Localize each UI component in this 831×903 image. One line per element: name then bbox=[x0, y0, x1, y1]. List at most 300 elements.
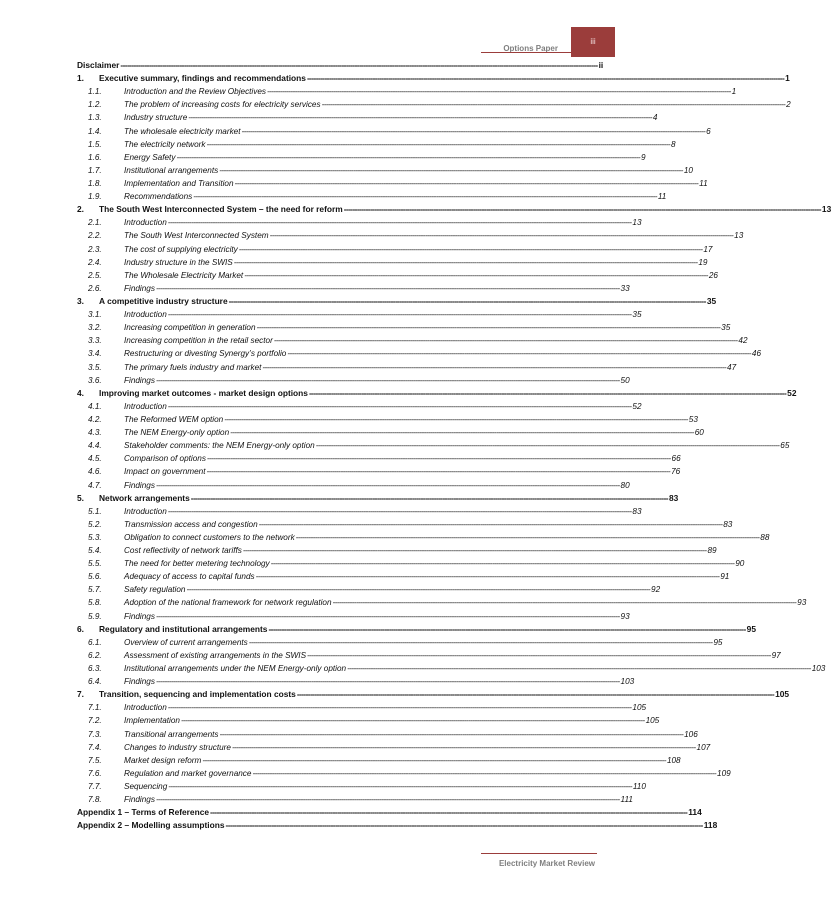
toc-dot-leader: -------------------------------------------------------------------------------------------------------------------------------------------------------------------------------------------------------------------------- bbox=[206, 467, 671, 477]
toc-entry-title: The electricity network bbox=[124, 139, 206, 149]
toc-entry-line bbox=[124, 269, 718, 282]
toc-entry-number: 5.1. bbox=[88, 506, 102, 516]
toc-dot-leader: -------------------------------------------------------------------------------------------------------------------------------------------------------------------------------------------------------------------------- bbox=[155, 480, 620, 490]
toc-dot-leader: -------------------------------------------------------------------------------------------------------------------------------------------------------------------------------------------------------------------------- bbox=[180, 716, 645, 726]
toc-entry-line bbox=[124, 636, 723, 649]
toc-dot-leader: -------------------------------------------------------------------------------------------------------------------------------------------------------------------------------------------------------------------------- bbox=[155, 283, 620, 293]
toc-entry-line bbox=[98, 387, 797, 400]
toc-entry-number: 5. bbox=[77, 492, 84, 503]
toc-entry[interactable] bbox=[77, 400, 642, 413]
toc-dot-leader: -------------------------------------------------------------------------------------------------------------------------------------------------------------------------------------------------------------------------- bbox=[228, 295, 706, 306]
toc-dot-leader: -------------------------------------------------------------------------------------------------------------------------------------------------------------------------------------------------------------------------- bbox=[210, 807, 688, 818]
toc-entry-line bbox=[124, 518, 733, 531]
toc-entry-title: Overview of current arrangements bbox=[124, 637, 248, 647]
toc-entry[interactable] bbox=[77, 361, 737, 374]
toc-entry[interactable] bbox=[77, 701, 647, 714]
toc-entry[interactable] bbox=[77, 125, 711, 138]
toc-entry-line bbox=[124, 98, 791, 111]
toc-entry-number: 1. bbox=[77, 73, 84, 84]
toc-entry-page: 95 bbox=[713, 637, 723, 647]
toc-dot-leader: -------------------------------------------------------------------------------------------------------------------------------------------------------------------------------------------------------------------------- bbox=[176, 152, 641, 162]
toc-entry[interactable] bbox=[77, 164, 693, 177]
toc-entry-title: Improving market outcomes - market design options bbox=[99, 387, 308, 398]
toc-dot-leader: -------------------------------------------------------------------------------------------------------------------------------------------------------------------------------------------------------------------------- bbox=[244, 270, 708, 280]
toc-entry-page: 35 bbox=[706, 295, 717, 306]
toc-entry-line bbox=[124, 177, 708, 190]
toc-entry-number: 7. bbox=[77, 689, 84, 700]
toc-entry-page: 105 bbox=[645, 716, 660, 726]
toc-entry-page: 103 bbox=[811, 664, 826, 674]
toc-entry[interactable] bbox=[77, 479, 630, 492]
toc-entry-number: 6.3. bbox=[88, 664, 102, 674]
toc-entry[interactable] bbox=[77, 636, 723, 649]
toc-entry-number: 2.5. bbox=[88, 270, 102, 280]
toc-entry[interactable] bbox=[77, 256, 708, 269]
toc-entry-line bbox=[124, 544, 717, 557]
toc-entry[interactable] bbox=[77, 347, 762, 360]
toc-entry-page: 97 bbox=[771, 650, 781, 660]
toc-entry[interactable] bbox=[77, 544, 717, 557]
toc-dot-leader: -------------------------------------------------------------------------------------------------------------------------------------------------------------------------------------------------------------------------- bbox=[269, 231, 734, 241]
toc-dot-leader: -------------------------------------------------------------------------------------------------------------------------------------------------------------------------------------------------------------------------- bbox=[255, 572, 720, 582]
toc-entry-line bbox=[124, 361, 737, 374]
toc-dot-leader: -------------------------------------------------------------------------------------------------------------------------------------------------------------------------------------------------------------------------- bbox=[167, 401, 632, 411]
toc-entry[interactable] bbox=[77, 688, 790, 701]
toc-entry-number: 3. bbox=[77, 295, 84, 306]
toc-entry-page: 52 bbox=[787, 387, 797, 398]
toc-entry[interactable] bbox=[77, 85, 737, 98]
toc-entry[interactable] bbox=[77, 610, 630, 623]
toc-entry[interactable] bbox=[77, 728, 698, 741]
toc-entry-line bbox=[124, 754, 681, 767]
toc-entry-page: 35 bbox=[721, 323, 731, 333]
toc-dot-leader: -------------------------------------------------------------------------------------------------------------------------------------------------------------------------------------------------------------------------- bbox=[224, 414, 688, 424]
toc-dot-leader: -------------------------------------------------------------------------------------------------------------------------------------------------------------------------------------------------------------------------- bbox=[202, 755, 666, 765]
toc-dot-leader: -------------------------------------------------------------------------------------------------------------------------------------------------------------------------------------------------------------------------- bbox=[256, 323, 721, 333]
toc-entry-line bbox=[124, 479, 630, 492]
toc-dot-leader: -------------------------------------------------------------------------------------------------------------------------------------------------------------------------------------------------------------------------- bbox=[262, 362, 727, 372]
toc-entry-title: The primary fuels industry and market bbox=[124, 362, 262, 372]
page-number-badge: iii bbox=[571, 27, 615, 57]
toc-entry-number: 4.5. bbox=[88, 454, 102, 464]
toc-dot-leader: -------------------------------------------------------------------------------------------------------------------------------------------------------------------------------------------------------------------------- bbox=[343, 204, 821, 215]
toc-entry-number: 2.4. bbox=[88, 257, 102, 267]
toc-entry[interactable] bbox=[77, 203, 831, 216]
toc-entry[interactable] bbox=[77, 780, 646, 793]
toc-entry-title: Appendix 2 – Modelling assumptions bbox=[77, 820, 225, 831]
header-rule bbox=[481, 52, 571, 53]
toc-entry-title: The need for better metering technology bbox=[124, 559, 270, 569]
toc-entry[interactable] bbox=[77, 321, 731, 334]
toc-entry[interactable] bbox=[77, 649, 781, 662]
toc-entry[interactable] bbox=[77, 583, 661, 596]
toc-entry-line bbox=[124, 111, 658, 124]
toc-entry-number: 4.2. bbox=[88, 414, 102, 424]
toc-dot-leader: -------------------------------------------------------------------------------------------------------------------------------------------------------------------------------------------------------------------------- bbox=[268, 623, 746, 634]
toc-entry-page: 90 bbox=[735, 559, 745, 569]
toc-entry-page: 1 bbox=[785, 73, 790, 84]
toc-dot-leader: -------------------------------------------------------------------------------------------------------------------------------------------------------------------------------------------------------------------------- bbox=[188, 113, 652, 123]
toc-dot-leader: -------------------------------------------------------------------------------------------------------------------------------------------------------------------------------------------------------------------------- bbox=[308, 387, 787, 398]
toc-entry-line bbox=[124, 347, 762, 360]
toc-entry[interactable] bbox=[77, 452, 681, 465]
toc-entry-title: Safety regulation bbox=[124, 585, 186, 595]
toc-dot-leader: -------------------------------------------------------------------------------------------------------------------------------------------------------------------------------------------------------------------------- bbox=[258, 519, 723, 529]
toc-entry-title: The South West Interconnected System – the need for reform bbox=[99, 204, 343, 215]
toc-entry-number: 7.8. bbox=[88, 795, 102, 805]
toc-entry-title: The problem of increasing costs for electricity services bbox=[124, 100, 321, 110]
toc-entry-title: Transitional arrangements bbox=[124, 729, 219, 739]
toc-dot-leader: -------------------------------------------------------------------------------------------------------------------------------------------------------------------------------------------------------------------------- bbox=[315, 441, 780, 451]
toc-entry-title: Implementation and Transition bbox=[124, 178, 234, 188]
toc-entry-page: 109 bbox=[717, 768, 731, 778]
toc-entry-page: 83 bbox=[668, 492, 679, 503]
toc-entry-number: 3.6. bbox=[88, 375, 102, 385]
toc-entry[interactable] bbox=[77, 269, 718, 282]
toc-entry-number: 5.3. bbox=[88, 532, 102, 542]
toc-entry-title: The South West Interconnected System bbox=[124, 231, 269, 241]
toc-entry[interactable] bbox=[77, 426, 704, 439]
toc-dot-leader: -------------------------------------------------------------------------------------------------------------------------------------------------------------------------------------------------------------------------- bbox=[233, 257, 698, 267]
toc-entry-title: Comparison of options bbox=[124, 454, 206, 464]
toc-dot-leader: -------------------------------------------------------------------------------------------------------------------------------------------------------------------------------------------------------------------------- bbox=[120, 60, 598, 70]
toc-dot-leader: -------------------------------------------------------------------------------------------------------------------------------------------------------------------------------------------------------------------------- bbox=[219, 165, 683, 175]
toc-entry[interactable] bbox=[77, 754, 681, 767]
toc-entry-line bbox=[124, 557, 745, 570]
toc-entry-title: Adoption of the national framework for network regulation bbox=[124, 598, 332, 608]
toc-entry[interactable] bbox=[77, 518, 733, 531]
toc-entry-number: 4.6. bbox=[88, 467, 102, 477]
toc-entry-number: 6.4. bbox=[88, 677, 102, 687]
toc-entry-title: Increasing competition in the retail sector bbox=[124, 336, 273, 346]
toc-entry-title: Cost reflectivity of network tariffs bbox=[124, 546, 242, 556]
toc-entry[interactable] bbox=[77, 413, 698, 426]
toc-entry[interactable] bbox=[77, 59, 604, 72]
toc-entry-page: 106 bbox=[684, 729, 698, 739]
toc-entry[interactable] bbox=[77, 531, 770, 544]
toc-entry-page: 6 bbox=[706, 126, 711, 136]
toc-entry-line bbox=[98, 688, 790, 701]
toc-dot-leader: -------------------------------------------------------------------------------------------------------------------------------------------------------------------------------------------------------------------------- bbox=[219, 729, 684, 739]
toc-dot-leader: -------------------------------------------------------------------------------------------------------------------------------------------------------------------------------------------------------------------------- bbox=[167, 506, 632, 516]
toc-entry-title: Findings bbox=[124, 480, 155, 490]
toc-dot-leader: -------------------------------------------------------------------------------------------------------------------------------------------------------------------------------------------------------------------------- bbox=[307, 650, 771, 660]
toc-entry-line bbox=[124, 413, 698, 426]
toc-entry-title: Adequacy of access to capital funds bbox=[124, 572, 255, 582]
toc-entry-number: 5.7. bbox=[88, 585, 102, 595]
toc-entry-line bbox=[98, 492, 679, 505]
toc-entry-number: 3.3. bbox=[88, 336, 102, 346]
toc-dot-leader: -------------------------------------------------------------------------------------------------------------------------------------------------------------------------------------------------------------------------- bbox=[296, 689, 775, 700]
toc-entry[interactable] bbox=[77, 295, 717, 308]
toc-entry-line bbox=[98, 203, 831, 216]
toc-entry-line bbox=[124, 767, 731, 780]
toc-entry-page: 105 bbox=[775, 689, 790, 700]
toc-entry-line bbox=[124, 583, 661, 596]
toc-entry-number: 4. bbox=[77, 387, 84, 398]
toc-entry-line bbox=[124, 662, 826, 675]
toc-entry[interactable] bbox=[77, 767, 731, 780]
toc-dot-leader: -------------------------------------------------------------------------------------------------------------------------------------------------------------------------------------------------------------------------- bbox=[241, 126, 706, 136]
toc-entry-title: A competitive industry structure bbox=[99, 295, 228, 306]
toc-entry-page: 33 bbox=[620, 283, 630, 293]
toc-entry[interactable] bbox=[77, 374, 630, 387]
toc-dot-leader: -------------------------------------------------------------------------------------------------------------------------------------------------------------------------------------------------------------------------- bbox=[155, 677, 620, 687]
toc-entry-number: 5.4. bbox=[88, 546, 102, 556]
toc-entry-title: Recommendations bbox=[124, 192, 193, 202]
toc-entry-page: 19 bbox=[698, 257, 708, 267]
toc-entry-line bbox=[77, 819, 718, 832]
toc-entry-page: 83 bbox=[723, 519, 733, 529]
toc-entry-page: 105 bbox=[632, 703, 647, 713]
toc-entry-title: Executive summary, findings and recommendations bbox=[99, 73, 306, 84]
toc-dot-leader: -------------------------------------------------------------------------------------------------------------------------------------------------------------------------------------------------------------------------- bbox=[167, 703, 632, 713]
toc-entry[interactable] bbox=[77, 439, 790, 452]
toc-dot-leader: -------------------------------------------------------------------------------------------------------------------------------------------------------------------------------------------------------------------------- bbox=[238, 244, 703, 254]
toc-dot-leader: -------------------------------------------------------------------------------------------------------------------------------------------------------------------------------------------------------------------------- bbox=[155, 375, 620, 385]
toc-entry-title: Industry structure in the SWIS bbox=[124, 257, 233, 267]
toc-entry-number: 1.2. bbox=[88, 100, 102, 110]
toc-entry-line bbox=[124, 570, 730, 583]
toc-entry[interactable] bbox=[77, 216, 642, 229]
toc-entry-number: 1.1. bbox=[88, 87, 102, 97]
toc-entry-number: 7.2. bbox=[88, 716, 102, 726]
toc-entry-title: Transmission access and congestion bbox=[124, 519, 258, 529]
toc-entry-page: 9 bbox=[641, 152, 646, 162]
toc-entry[interactable] bbox=[77, 334, 748, 347]
toc-entry[interactable] bbox=[77, 557, 745, 570]
toc-entry[interactable] bbox=[77, 596, 807, 609]
toc-dot-leader: -------------------------------------------------------------------------------------------------------------------------------------------------------------------------------------------------------------------------- bbox=[193, 192, 657, 202]
toc-entry-line bbox=[124, 701, 647, 714]
footer-text: Electricity Market Review bbox=[498, 859, 595, 868]
toc-entry-number: 5.6. bbox=[88, 572, 102, 582]
toc-entry-line bbox=[98, 623, 756, 636]
toc-entry-page: 47 bbox=[727, 362, 737, 372]
toc-entry[interactable] bbox=[77, 190, 667, 203]
toc-entry-page: 108 bbox=[666, 755, 681, 765]
toc-entry-title: Sequencing bbox=[124, 782, 168, 792]
toc-entry-page: 35 bbox=[632, 310, 642, 320]
toc-entry-number: 1.6. bbox=[88, 152, 102, 162]
toc-entry-number: 7.5. bbox=[88, 755, 102, 765]
toc-entry[interactable] bbox=[77, 465, 681, 478]
toc-entry-title: Introduction bbox=[124, 703, 167, 713]
toc-entry-page: 111 bbox=[620, 795, 633, 805]
toc-entry-line bbox=[124, 531, 770, 544]
toc-entry[interactable] bbox=[77, 111, 658, 124]
toc-entry[interactable] bbox=[77, 177, 708, 190]
toc-entry-title: Disclaimer bbox=[77, 60, 120, 70]
toc-entry-page: 114 bbox=[688, 807, 702, 818]
toc-entry-number: 7.4. bbox=[88, 742, 102, 752]
toc-dot-leader: -------------------------------------------------------------------------------------------------------------------------------------------------------------------------------------------------------------------------- bbox=[321, 100, 786, 110]
toc-entry[interactable] bbox=[77, 492, 679, 505]
toc-entry-page: 91 bbox=[720, 572, 730, 582]
toc-entry-title: Increasing competition in generation bbox=[124, 323, 256, 333]
toc-entry-page: 8 bbox=[671, 139, 676, 149]
toc-entry[interactable] bbox=[77, 138, 676, 151]
toc-entry-title: Introduction bbox=[124, 506, 167, 516]
toc-entry-page: ii bbox=[598, 60, 604, 70]
toc-dot-leader: -------------------------------------------------------------------------------------------------------------------------------------------------------------------------------------------------------------------------- bbox=[306, 73, 785, 84]
toc-entry-number: 5.5. bbox=[88, 559, 102, 569]
toc-entry[interactable] bbox=[77, 819, 718, 832]
toc-entry-number: 6. bbox=[77, 623, 84, 634]
toc-entry-line bbox=[124, 229, 744, 242]
toc-entry-number: 4.3. bbox=[88, 428, 102, 438]
footer-rule bbox=[481, 853, 597, 854]
toc-entry-line bbox=[124, 125, 711, 138]
toc-entry-title: Findings bbox=[124, 677, 155, 687]
toc-entry-page: 11 bbox=[699, 178, 708, 188]
toc-entry-line bbox=[124, 452, 681, 465]
toc-entry-title: Restructuring or divesting Synergy’s portfolio bbox=[124, 349, 287, 359]
toc-entry-page: 60 bbox=[694, 428, 704, 438]
toc-dot-leader: -------------------------------------------------------------------------------------------------------------------------------------------------------------------------------------------------------------------------- bbox=[230, 428, 694, 438]
toc-entry-line bbox=[124, 164, 693, 177]
toc-entry-title: Introduction bbox=[124, 218, 167, 228]
toc-dot-leader: -------------------------------------------------------------------------------------------------------------------------------------------------------------------------------------------------------------------------- bbox=[231, 742, 696, 752]
toc-entry-line bbox=[124, 649, 781, 662]
toc-entry-page: 1 bbox=[731, 87, 737, 97]
toc-entry-page: 118 bbox=[703, 820, 718, 831]
toc-entry[interactable] bbox=[77, 675, 635, 688]
toc-entry[interactable] bbox=[77, 662, 826, 675]
toc-entry-line bbox=[124, 308, 642, 321]
toc-entry-title: Findings bbox=[124, 283, 155, 293]
toc-entry-page: 52 bbox=[632, 401, 642, 411]
toc-entry-title: Regulation and market governance bbox=[124, 768, 252, 778]
toc-entry-page: 107 bbox=[696, 742, 711, 752]
toc-entry-title: Transition, sequencing and implementation costs bbox=[99, 689, 296, 700]
toc-dot-leader: -------------------------------------------------------------------------------------------------------------------------------------------------------------------------------------------------------------------------- bbox=[270, 559, 735, 569]
toc-entry-page: 17 bbox=[703, 244, 713, 254]
toc-dot-leader: -------------------------------------------------------------------------------------------------------------------------------------------------------------------------------------------------------------------------- bbox=[206, 454, 671, 464]
toc-entry-number: 2.2. bbox=[88, 231, 102, 241]
toc-entry[interactable] bbox=[77, 98, 791, 111]
toc-entry-title: Obligation to connect customers to the network bbox=[124, 532, 295, 542]
toc-entry[interactable] bbox=[77, 806, 702, 819]
toc-dot-leader: -------------------------------------------------------------------------------------------------------------------------------------------------------------------------------------------------------------------------- bbox=[234, 178, 699, 188]
toc-entry[interactable] bbox=[77, 243, 713, 256]
toc-entry-line bbox=[124, 138, 676, 151]
toc-entry[interactable] bbox=[77, 793, 633, 806]
toc-entry-page: 11 bbox=[657, 192, 667, 202]
toc-entry-number: 4.1. bbox=[88, 401, 102, 411]
toc-entry[interactable] bbox=[77, 623, 756, 636]
toc-entry-page: 26 bbox=[708, 270, 718, 280]
toc-entry-page: 95 bbox=[746, 623, 756, 634]
toc-entry-number: 3.1. bbox=[88, 310, 102, 320]
toc-dot-leader: -------------------------------------------------------------------------------------------------------------------------------------------------------------------------------------------------------------------------- bbox=[167, 310, 632, 320]
toc-entry-line bbox=[124, 374, 630, 387]
toc-entry-number: 6.1. bbox=[88, 637, 102, 647]
toc-entry-line bbox=[77, 806, 702, 819]
toc-entry[interactable] bbox=[77, 282, 630, 295]
toc-entry-page: 110 bbox=[632, 782, 646, 792]
toc-entry-number: 2. bbox=[77, 204, 84, 215]
toc-entry-title: Industry structure bbox=[124, 113, 188, 123]
toc-entry-number: 7.1. bbox=[88, 703, 102, 713]
toc-entry-line bbox=[124, 675, 635, 688]
toc-entry-title: The NEM Energy-only option bbox=[124, 428, 230, 438]
toc-dot-leader: -------------------------------------------------------------------------------------------------------------------------------------------------------------------------------------------------------------------------- bbox=[168, 782, 632, 792]
toc-entry-number: 5.2. bbox=[88, 519, 102, 529]
toc-entry-line bbox=[124, 596, 807, 609]
toc-entry[interactable] bbox=[77, 387, 797, 400]
toc-entry[interactable] bbox=[77, 151, 646, 164]
toc-entry-number: 2.6. bbox=[88, 283, 102, 293]
toc-entry-title: Findings bbox=[124, 795, 155, 805]
toc-dot-leader: -------------------------------------------------------------------------------------------------------------------------------------------------------------------------------------------------------------------------- bbox=[242, 546, 707, 556]
toc-entry[interactable] bbox=[77, 714, 660, 727]
toc-entry-title: Network arrangements bbox=[99, 492, 190, 503]
toc-entry-title: Introduction bbox=[124, 401, 167, 411]
toc-entry[interactable] bbox=[77, 505, 642, 518]
toc-entry-number: 1.9. bbox=[88, 192, 102, 202]
toc-entry-title: Changes to industry structure bbox=[124, 742, 231, 752]
toc-entry-page: 46 bbox=[751, 349, 762, 359]
toc-entry-title: Energy Safety bbox=[124, 152, 176, 162]
toc-entry-page: 83 bbox=[632, 506, 642, 516]
toc-entry-page: 66 bbox=[671, 454, 681, 464]
toc-entry-line bbox=[124, 728, 698, 741]
toc-entry-number: 7.6. bbox=[88, 768, 102, 778]
toc-dot-leader: -------------------------------------------------------------------------------------------------------------------------------------------------------------------------------------------------------------------------- bbox=[225, 820, 703, 831]
toc-entry-page: 92 bbox=[651, 585, 661, 595]
toc-entry-line bbox=[98, 295, 717, 308]
toc-entry-page: 53 bbox=[688, 414, 698, 424]
toc-entry-number: 1.3. bbox=[88, 113, 102, 123]
toc-entry-line bbox=[124, 85, 737, 98]
toc-entry-number: 1.8. bbox=[88, 178, 102, 188]
toc-entry-page: 88 bbox=[760, 532, 770, 542]
toc-entry[interactable] bbox=[77, 570, 730, 583]
toc-dot-leader: -------------------------------------------------------------------------------------------------------------------------------------------------------------------------------------------------------------------------- bbox=[248, 637, 713, 647]
toc-entry-line bbox=[124, 780, 646, 793]
toc-entry-page: 13 bbox=[734, 231, 744, 241]
toc-entry-number: 2.3. bbox=[88, 244, 102, 254]
toc-dot-leader: -------------------------------------------------------------------------------------------------------------------------------------------------------------------------------------------------------------------------- bbox=[287, 349, 751, 359]
toc-entry-title: Market design reform bbox=[124, 755, 202, 765]
toc-entry[interactable] bbox=[77, 308, 642, 321]
toc-entry[interactable] bbox=[77, 741, 711, 754]
toc-entry-number: 3.2. bbox=[88, 323, 102, 333]
toc-entry-title: Implementation bbox=[124, 716, 180, 726]
toc-entry-title: Institutional arrangements under the NEM Energy-only option bbox=[124, 664, 347, 674]
toc-entry-number: 1.5. bbox=[88, 139, 102, 149]
toc-dot-leader: -------------------------------------------------------------------------------------------------------------------------------------------------------------------------------------------------------------------------- bbox=[155, 611, 620, 621]
toc-dot-leader: -------------------------------------------------------------------------------------------------------------------------------------------------------------------------------------------------------------------------- bbox=[252, 768, 717, 778]
toc-entry-line bbox=[124, 465, 681, 478]
toc-entry-title: Regulatory and institutional arrangements bbox=[99, 623, 268, 634]
toc-entry-line bbox=[124, 243, 713, 256]
toc-dot-leader: -------------------------------------------------------------------------------------------------------------------------------------------------------------------------------------------------------------------------- bbox=[167, 218, 632, 228]
toc-entry-number: 3.5. bbox=[88, 362, 102, 372]
toc-entry-line bbox=[124, 714, 660, 727]
toc-entry-title: Appendix 1 – Terms of Reference bbox=[77, 807, 210, 818]
toc-dot-leader: -------------------------------------------------------------------------------------------------------------------------------------------------------------------------------------------------------------------------- bbox=[155, 795, 620, 805]
toc-entry-line bbox=[124, 334, 748, 347]
toc-entry-line bbox=[124, 400, 642, 413]
toc-entry[interactable] bbox=[77, 229, 744, 242]
toc-entry-title: Assessment of existing arrangements in the SWIS bbox=[124, 650, 307, 660]
toc-entry[interactable] bbox=[77, 72, 790, 85]
toc-entry-line bbox=[124, 321, 731, 334]
header-title: Options Paper bbox=[503, 44, 558, 53]
toc-entry-page: 65 bbox=[780, 441, 790, 451]
